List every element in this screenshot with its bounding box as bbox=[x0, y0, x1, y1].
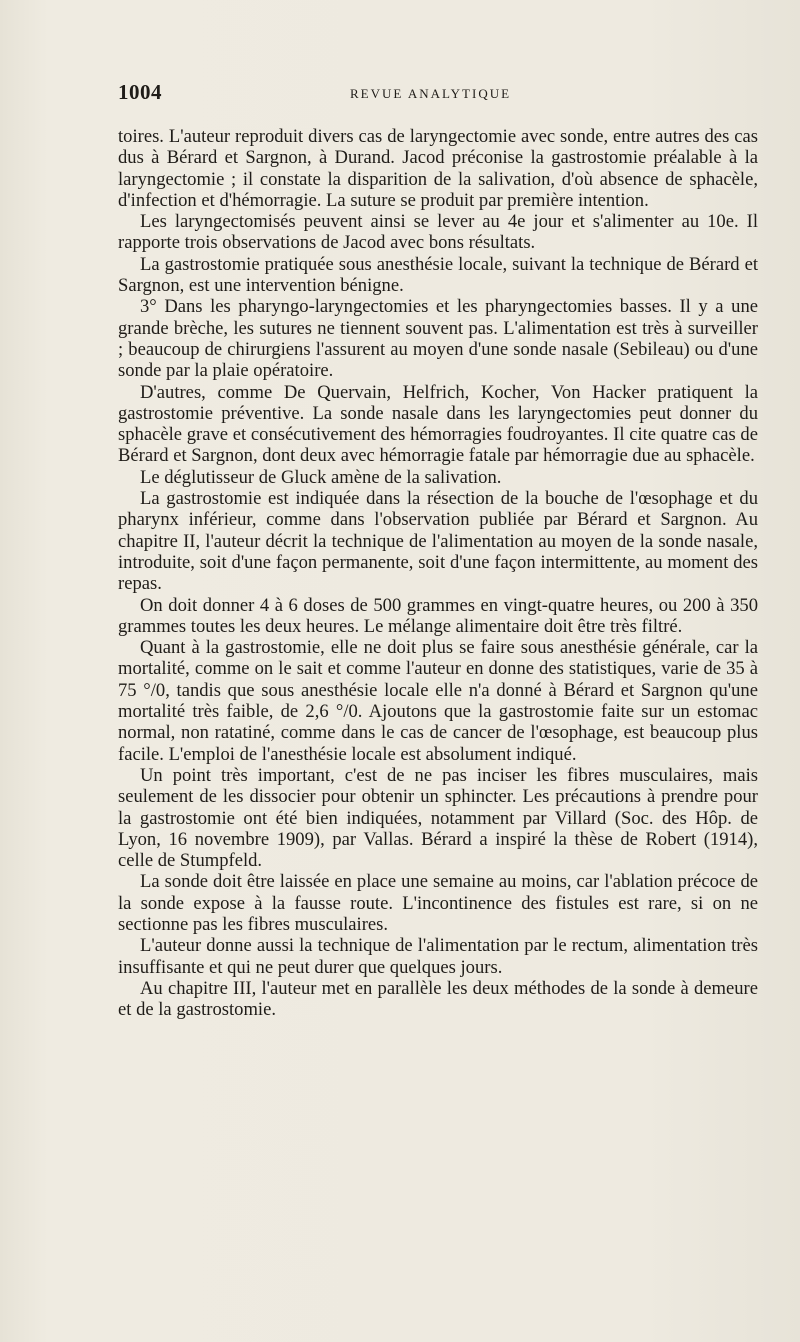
running-title: REVUE ANALYTIQUE bbox=[350, 86, 512, 101]
paragraph: 3° Dans les pharyngo-laryngectomies et les pharyngectomies basses. Il y a une grande brèche, les sutures ne tiennent souvent pas. L'alimentation est très à surveiller ; beaucoup de chirurgiens l'assurent au moyen d'une sonde nasale (Sebileau) ou d'une sonde par la plaie opératoire. bbox=[118, 296, 758, 382]
paragraph: La sonde doit être laissée en place une semaine au moins, car l'ablation précoce de la sonde expose à la fausse route. L'incontinence des fistules est rare, si on ne sectionne pas les fibres musculaires. bbox=[118, 871, 758, 935]
paragraph: Le déglutisseur de Gluck amène de la salivation. bbox=[140, 466, 502, 488]
paragraph: Les laryngectomisés peuvent ainsi se lever au 4e jour et s'alimenter au 10e. Il rapporte trois observations de Jacod avec bons résultats. bbox=[118, 211, 758, 254]
paragraph: D'autres, comme De Quervain, Helfrich, Kocher, Von Hacker pratiquent la gastrostomie préventive. La sonde nasale dans les laryngectomies peut donner du sphacèle grave et consécutivement des hémorragies foudroyantes. Il cite quatre cas de Bérard et Sargnon, dont deux avec hémorragie fatale par hémorragie due au sphacèle. bbox=[118, 381, 758, 467]
paragraph: Quant à la gastrostomie, elle ne doit plus se faire sous anesthésie générale, car la mortalité, comme on le sait et comme l'auteur en donne des statistiques, varie de 35 à 75 °/0, tandis que sous anesthésie locale elle n'a donné à Bérard et Sargnon qu'une mortalité très faible, de 2,6 °/0. Ajoutons que la gastrostomie faite sur un estomac normal, non ratatiné, comme dans le cas de cancer de l'œsophage, est beaucoup plus facile. L'emploi de l'anesthésie locale est absolument indiqué. bbox=[118, 637, 758, 765]
paragraph: On doit donner 4 à 6 doses de 500 grammes en vingt-quatre heures, ou 200 à 350 grammes toutes les deux heures. Le mélange alimentaire doit être très filtré. bbox=[118, 594, 758, 637]
paragraph: L'auteur donne aussi la technique de l'alimentation par le rectum, alimentation très insuffisante et qui ne peut durer que quelques jours. bbox=[118, 935, 758, 978]
paragraph: La gastrostomie pratiquée sous anesthésie locale, suivant la technique de Bérard et Sargnon, est une intervention bénigne. bbox=[118, 253, 758, 297]
paragraph: Un point très important, c'est de ne pas inciser les fibres musculaires, mais seulement de les dissocier pour obtenir un sphincter. Les précautions à prendre pour la gastrostomie ont été bien indiquées, notamment par Villard (Soc. des Hôp. de Lyon, 16 novembre 1909), par Vallas. Bérard a inspiré la thèse de Robert (1914), celle de Stumpfeld. bbox=[118, 764, 758, 872]
page-number: 1004 bbox=[118, 80, 162, 104]
paragraph: La gastrostomie est indiquée dans la résection de la bouche de l'œsophage et du pharynx inférieur, comme dans l'observation publiée par Bérard et Sargnon. Au chapitre II, l'auteur décrit la technique de l'alimentation au moyen de la sonde nasale, introduite, soit d'une façon permanente, soit d'une façon intermittente, au moment des repas. bbox=[118, 488, 758, 595]
article-body bbox=[118, 126, 758, 1020]
page-header bbox=[118, 80, 758, 110]
paragraph-continuation: toires. L'auteur reproduit divers cas de laryngectomie avec sonde, entre autres des cas dus à Bérard et Sargnon, à Durand. Jacod préconise la gastrostomie préalable à la laryngectomie ; il constate la disparition de la salivation, d'où absence de sphacèle, d'infection et d'hémorragie. La suture se produit par première intention. bbox=[118, 126, 758, 211]
paragraph: Au chapitre III, l'auteur met en parallèle les deux méthodes de la sonde à demeure et de la gastrostomie. bbox=[118, 977, 758, 1021]
